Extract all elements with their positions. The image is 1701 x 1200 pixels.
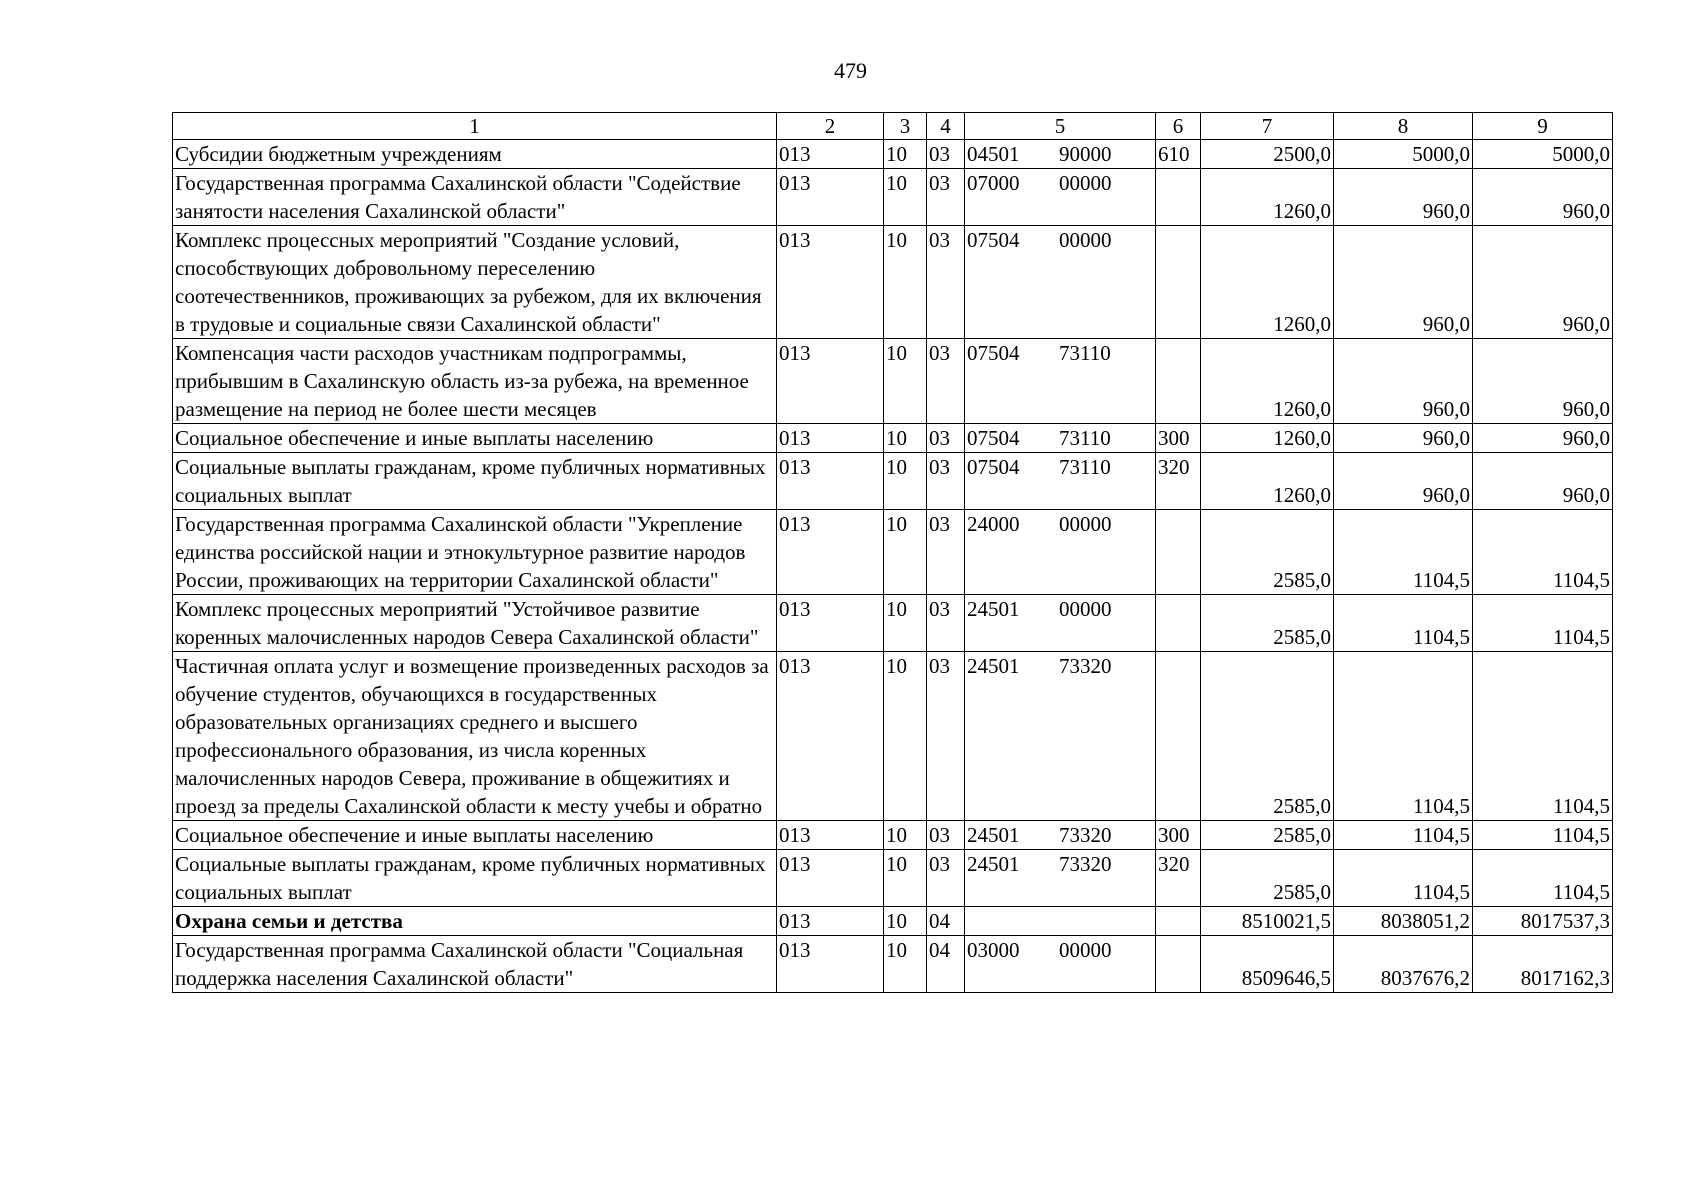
row-amount-col8: 1104,5: [1334, 595, 1473, 652]
row-amount-col8: 960,0: [1334, 226, 1473, 339]
row-code-col2: 013: [777, 140, 884, 169]
code5-direction: 00000: [1059, 597, 1112, 621]
table-row: [173, 850, 1613, 907]
row-name-cell: Социальное обеспечение и иные выплаты населению: [173, 821, 777, 850]
row-code-col3: 10: [884, 821, 927, 850]
row-name-cell: Частичная оплата услуг и возмещение произведенных расходов за обучение студентов, обучающихся в государственных образовательных организациях среднего и высшего профессионального образования, из числа коренных малочисленных народов Севера, проживание в общежитиях и проезд за пределы Сахалинской области к месту учебы и обратно: [173, 652, 777, 821]
row-amount-col7: 2585,0: [1201, 510, 1334, 595]
header-col-4: 4: [927, 113, 965, 140]
table-row: [173, 595, 1613, 652]
row-code-col2: 013: [777, 510, 884, 595]
table-row: [173, 226, 1613, 339]
row-code-col4: 03: [927, 226, 965, 339]
row-code-col4: 04: [927, 907, 965, 936]
header-col-1: 1: [173, 113, 777, 140]
header-col-9: 9: [1473, 113, 1613, 140]
row-amount-col8: 960,0: [1334, 339, 1473, 424]
row-amount-col7: 1260,0: [1201, 169, 1334, 226]
table-row: [173, 510, 1613, 595]
table-row: [173, 140, 1613, 169]
row-amount-col8: 960,0: [1334, 453, 1473, 510]
row-name-cell: Субсидии бюджетным учреждениям: [173, 140, 777, 169]
code5-direction: 73320: [1059, 823, 1112, 847]
row-code-col3: 10: [884, 424, 927, 453]
row-amount-col9: 1104,5: [1473, 850, 1613, 907]
row-code-col2: 013: [777, 821, 884, 850]
code5-program: 24501: [967, 852, 1020, 876]
code5-program: 07504: [967, 341, 1020, 365]
row-code-col6: [1156, 226, 1201, 339]
row-code-col5: [965, 821, 1156, 850]
row-code-col5: [965, 936, 1156, 993]
row-code-col5: [965, 453, 1156, 510]
row-amount-col8: 1104,5: [1334, 850, 1473, 907]
row-code-col3: 10: [884, 850, 927, 907]
row-code-col2: 013: [777, 907, 884, 936]
budget-table: [172, 112, 1613, 993]
row-amount-col9: 1104,5: [1473, 821, 1613, 850]
row-amount-col7: 1260,0: [1201, 226, 1334, 339]
row-name-cell: Социальные выплаты гражданам, кроме публичных нормативных социальных выплат: [173, 850, 777, 907]
code5-direction: 00000: [1059, 938, 1112, 962]
row-code-col4: 03: [927, 510, 965, 595]
row-code-col4: 03: [927, 453, 965, 510]
row-amount-col8: 960,0: [1334, 424, 1473, 453]
row-amount-col7: 1260,0: [1201, 424, 1334, 453]
row-code-col5: [965, 169, 1156, 226]
table-row: [173, 821, 1613, 850]
row-code-col3: 10: [884, 169, 927, 226]
header-row: [173, 113, 1613, 140]
row-code-col6: 320: [1156, 850, 1201, 907]
row-code-col2: 013: [777, 936, 884, 993]
table-row: [173, 453, 1613, 510]
row-code-col6: [1156, 169, 1201, 226]
row-code-col3: 10: [884, 453, 927, 510]
table-row: [173, 652, 1613, 821]
row-code-col3: 10: [884, 226, 927, 339]
code5-direction: 00000: [1059, 171, 1112, 195]
row-code-col2: 013: [777, 226, 884, 339]
row-code-col6: 300: [1156, 424, 1201, 453]
code5-direction: 73110: [1059, 455, 1111, 479]
row-code-col5: [965, 907, 1156, 936]
row-amount-col9: 1104,5: [1473, 595, 1613, 652]
row-code-col3: 10: [884, 907, 927, 936]
row-amount-col9: 960,0: [1473, 453, 1613, 510]
row-name-cell: Государственная программа Сахалинской области "Содействие занятости населения Сахалинской области": [173, 169, 777, 226]
row-amount-col9: 1104,5: [1473, 652, 1613, 821]
table-row: [173, 339, 1613, 424]
code5-program: 07000: [967, 171, 1020, 195]
header-col-5: 5: [965, 113, 1156, 140]
row-amount-col9: 1104,5: [1473, 510, 1613, 595]
row-code-col4: 03: [927, 140, 965, 169]
row-amount-col8: 8037676,2: [1334, 936, 1473, 993]
row-code-col6: [1156, 595, 1201, 652]
code5-program: 24501: [967, 823, 1020, 847]
row-code-col3: 10: [884, 652, 927, 821]
row-amount-col8: 960,0: [1334, 169, 1473, 226]
row-amount-col9: 8017537,3: [1473, 907, 1613, 936]
row-amount-col7: 2585,0: [1201, 821, 1334, 850]
row-code-col4: 03: [927, 169, 965, 226]
code5-direction: 73110: [1059, 426, 1111, 450]
row-code-col6: 610: [1156, 140, 1201, 169]
row-amount-col9: 960,0: [1473, 424, 1613, 453]
row-code-col5: [965, 140, 1156, 169]
row-code-col5: [965, 652, 1156, 821]
row-code-col2: 013: [777, 339, 884, 424]
code5-program: 24501: [967, 597, 1020, 621]
code5-direction: 00000: [1059, 512, 1112, 536]
row-code-col6: 300: [1156, 821, 1201, 850]
row-code-col4: 03: [927, 652, 965, 821]
row-code-col6: [1156, 510, 1201, 595]
row-code-col3: 10: [884, 140, 927, 169]
row-code-col2: 013: [777, 424, 884, 453]
code5-program: 24501: [967, 654, 1020, 678]
code5-direction: 00000: [1059, 228, 1112, 252]
row-code-col4: 03: [927, 595, 965, 652]
row-name-cell: Охрана семьи и детства: [173, 907, 777, 936]
row-code-col5: [965, 339, 1156, 424]
row-code-col2: 013: [777, 850, 884, 907]
row-code-col3: 10: [884, 510, 927, 595]
code5-program: 07504: [967, 426, 1020, 450]
row-amount-col9: 960,0: [1473, 226, 1613, 339]
row-amount-col7: 8509646,5: [1201, 936, 1334, 993]
table-body: [173, 140, 1613, 993]
row-name-cell: Комплекс процессных мероприятий "Создание условий, способствующих добровольному переселению соотечественников, проживающих за рубежом, для их включения в трудовые и социальные связи Сахалинской области": [173, 226, 777, 339]
row-code-col3: 10: [884, 595, 927, 652]
header-col-7: 7: [1201, 113, 1334, 140]
row-amount-col7: 2585,0: [1201, 850, 1334, 907]
table-row: [173, 424, 1613, 453]
row-code-col5: [965, 424, 1156, 453]
row-code-col5: [965, 850, 1156, 907]
table-header: [173, 113, 1613, 140]
row-code-col2: 013: [777, 453, 884, 510]
header-col-3: 3: [884, 113, 927, 140]
page-number: 479: [834, 58, 867, 83]
row-code-col6: [1156, 652, 1201, 821]
row-code-col4: 03: [927, 821, 965, 850]
table-row: [173, 169, 1613, 226]
row-amount-col9: 960,0: [1473, 339, 1613, 424]
row-name-cell: Государственная программа Сахалинской области "Социальная поддержка населения Сахалинской области": [173, 936, 777, 993]
row-code-col5: [965, 595, 1156, 652]
row-code-col4: 03: [927, 339, 965, 424]
code5-program: 03000: [967, 938, 1020, 962]
row-code-col4: 03: [927, 424, 965, 453]
row-amount-col8: 1104,5: [1334, 510, 1473, 595]
row-code-col4: 03: [927, 850, 965, 907]
row-amount-col7: 1260,0: [1201, 339, 1334, 424]
row-code-col5: [965, 226, 1156, 339]
row-name-cell: Социальные выплаты гражданам, кроме публичных нормативных социальных выплат: [173, 453, 777, 510]
code5-program: 24000: [967, 512, 1020, 536]
row-code-col2: 013: [777, 595, 884, 652]
row-code-col6: [1156, 339, 1201, 424]
row-code-col6: [1156, 936, 1201, 993]
code5-program: 07504: [967, 228, 1020, 252]
row-name-cell: Компенсация части расходов участникам подпрограммы, прибывшим в Сахалинскую область из-за рубежа, на временное размещение на период не более шести месяцев: [173, 339, 777, 424]
row-name-cell: Комплекс процессных мероприятий "Устойчивое развитие коренных малочисленных народов Севера Сахалинской области": [173, 595, 777, 652]
row-amount-col9: 5000,0: [1473, 140, 1613, 169]
row-amount-col7: 2500,0: [1201, 140, 1334, 169]
row-amount-col7: 8510021,5: [1201, 907, 1334, 936]
row-code-col6: [1156, 907, 1201, 936]
code5-program: 07504: [967, 455, 1020, 479]
row-amount-col9: 960,0: [1473, 169, 1613, 226]
row-code-col2: 013: [777, 169, 884, 226]
row-name-cell: Государственная программа Сахалинской области "Укрепление единства российской нации и этнокультурное развитие народов России, проживающих на территории Сахалинской области": [173, 510, 777, 595]
row-code-col3: 10: [884, 936, 927, 993]
code5-direction: 73320: [1059, 654, 1112, 678]
header-col-8: 8: [1334, 113, 1473, 140]
row-amount-col7: 2585,0: [1201, 652, 1334, 821]
row-amount-col8: 1104,5: [1334, 821, 1473, 850]
row-amount-col8: 8038051,2: [1334, 907, 1473, 936]
row-amount-col8: 1104,5: [1334, 652, 1473, 821]
row-code-col6: 320: [1156, 453, 1201, 510]
table-row: [173, 936, 1613, 993]
row-amount-col7: 2585,0: [1201, 595, 1334, 652]
table-row: [173, 907, 1613, 936]
header-col-2: 2: [777, 113, 884, 140]
row-amount-col8: 5000,0: [1334, 140, 1473, 169]
row-amount-col7: 1260,0: [1201, 453, 1334, 510]
code5-direction: 90000: [1059, 142, 1112, 166]
code5-program: 04501: [967, 142, 1020, 166]
row-amount-col9: 8017162,3: [1473, 936, 1613, 993]
header-col-6: 6: [1156, 113, 1201, 140]
row-code-col2: 013: [777, 652, 884, 821]
row-code-col5: [965, 510, 1156, 595]
code5-direction: 73320: [1059, 852, 1112, 876]
row-code-col3: 10: [884, 339, 927, 424]
row-code-col4: 04: [927, 936, 965, 993]
code5-direction: 73110: [1059, 341, 1111, 365]
row-name-cell: Социальное обеспечение и иные выплаты населению: [173, 424, 777, 453]
